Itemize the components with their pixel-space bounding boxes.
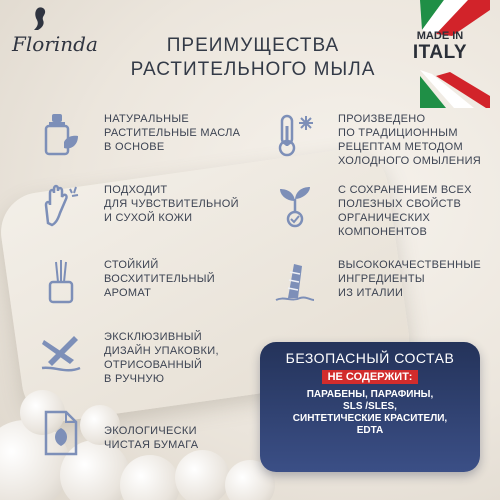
excluded-item: SLS /SLES, (343, 401, 397, 412)
hand-icon (38, 183, 84, 229)
excluded-ingredients-list (260, 389, 480, 437)
pisa-tower-icon (272, 258, 318, 304)
feature-eco-paper (38, 410, 198, 456)
thermometer-snow-icon (272, 112, 318, 158)
feature-organic-components (272, 183, 472, 239)
does-not-contain-badge: НЕ СОДЕРЖИТ: (322, 370, 419, 384)
made-in-italy-badge (400, 30, 480, 64)
brand-logo: Florinda (12, 32, 98, 56)
feature-text: ПРОИЗВЕДЕНО ПО ТРАДИЦИОННЫМ РЕЦЕПТАМ МЕТОДОМ ХОЛОДНОГО ОМЫЛЕНИЯ (338, 113, 482, 167)
badge-line-1: MADE IN (416, 30, 464, 42)
excluded-item: СИНТЕТИЧЕСКИЕ КРАСИТЕЛИ, (292, 413, 448, 424)
feature-text: СТОЙКИЙ ВОСХИТИТЕЛЬНЫЙ АРОМАТ (104, 259, 216, 299)
feature-exclusive-design (38, 330, 219, 386)
feature-lasting-aroma (38, 258, 215, 304)
feature-text: ВЫСОКОКАЧЕСТВЕННЫЕ ИНГРЕДИЕНТЫ ИЗ ИТАЛИИ (338, 259, 482, 299)
page-title (128, 34, 378, 82)
eco-paper-icon (38, 410, 84, 456)
feature-cold-process (272, 112, 481, 168)
serum-bottle-icon (38, 112, 84, 158)
panel-heading: БЕЗОПАСНЫЙ СОСТАВ (285, 350, 455, 366)
foam-bubble (175, 450, 230, 500)
feature-italian-ingredients (272, 258, 481, 304)
excluded-item: EDTA (356, 425, 384, 436)
sprout-icon (272, 183, 318, 229)
feature-text: НАТУРАЛЬНЫЕ РАСТИТЕЛЬНЫЕ МАСЛА В ОСНОВЕ (104, 113, 241, 153)
feature-natural-oils (38, 112, 240, 158)
feature-text: ПОДХОДИТ ДЛЯ ЧУВСТВИТЕЛЬНОЙ И СУХОЙ КОЖИ (104, 184, 239, 224)
title-line-2: РАСТИТЕЛЬНОГО МЫЛА (130, 59, 376, 80)
badge-line-2: ITALY (412, 42, 468, 63)
diffuser-icon (38, 258, 84, 304)
feature-sensitive-skin (38, 183, 239, 229)
woman-silhouette-logo-icon (30, 6, 52, 32)
safe-composition-panel (260, 342, 480, 472)
excluded-item: ПАРАБЕНЫ, ПАРАФИНЫ, (306, 389, 434, 400)
title-line-1: ПРЕИМУЩЕСТВА (166, 35, 340, 56)
feature-text: ЭКСКЛЮЗИВНЫЙ ДИЗАЙН УПАКОВКИ, ОТРИСОВАННЫЙ В РУЧНУЮ (104, 331, 219, 385)
brush-pencil-icon (38, 330, 84, 376)
feature-text: С СОХРАНЕНИЕМ ВСЕХ ПОЛЕЗНЫХ СВОЙСТВ ОРГАНИЧЕСКИХ КОМПОНЕНТОВ (338, 184, 472, 238)
feature-text: ЭКОЛОГИЧЕСКИ ЧИСТАЯ БУМАГА (104, 425, 199, 451)
foam-bubble (120, 455, 180, 500)
